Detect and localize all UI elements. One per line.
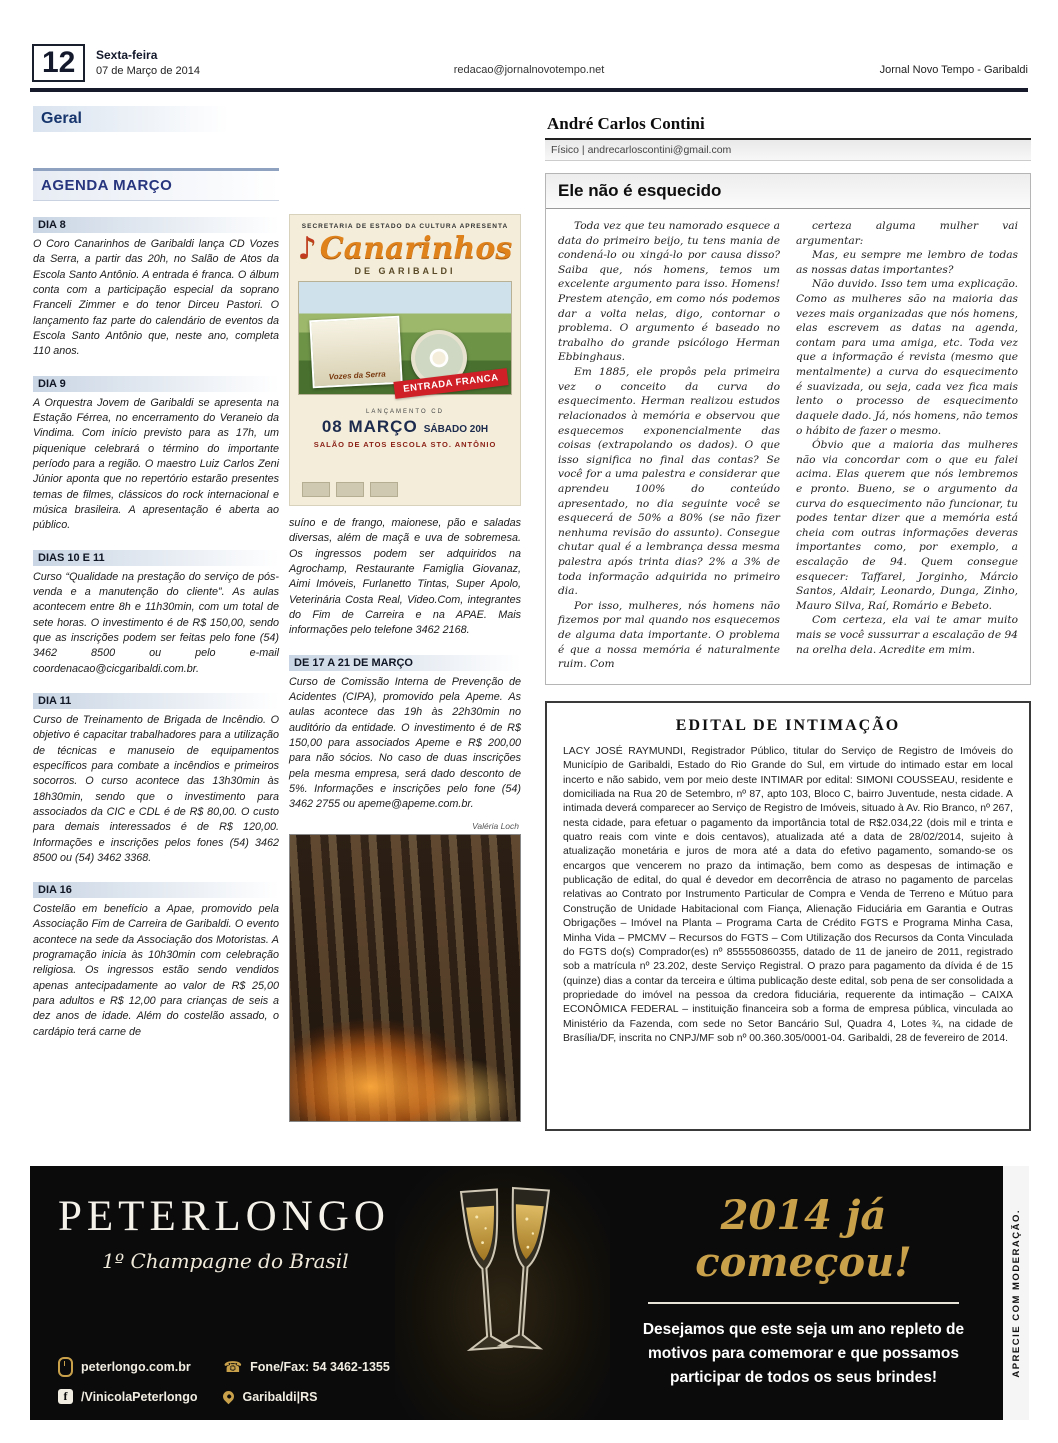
legal-notice-box	[545, 701, 1031, 1131]
ad-website-text: peterlongo.com.br	[81, 1360, 191, 1374]
header-rule	[30, 88, 1028, 92]
agenda-item	[33, 693, 279, 866]
agenda-day-label: DIA 11	[33, 693, 279, 709]
article-paragraph: Por isso, mulheres, nós homens não fizemos por mal quando nos esquecemos de alguma data importante. O problema é que a nossa memória é naturalmente ruim. Com	[558, 599, 780, 671]
sponsor-logo	[302, 482, 330, 497]
ad-brand-tagline: 1º Champagne do Brasil	[102, 1249, 349, 1273]
agenda-item-text: Curso de Comissão Interna de Prevenção de Acidentes (CIPA), promovido pela Apeme. As aulas acontece das 19h às 22h30min no auditório da entidade. O investimento é de R$ 150,00 para associados Apeme e R$ 200,00 para não sócios. No caso de duas inscrições pela mesma empresa, será dado desconto de 5%. Informações e inscrições pelo fone (54) 3462 2755 ou apeme@apeme.com.br.	[289, 675, 521, 811]
ad-facebook	[58, 1389, 197, 1404]
entrada-franca-badge: ENTRADA FRANCA	[394, 368, 509, 399]
ad-divider	[648, 1302, 959, 1304]
website-mouse-icon	[58, 1357, 73, 1377]
agenda-title: AGENDA MARÇO	[33, 168, 279, 201]
moderation-text: APRECIE COM MODERAÇÃO.	[1010, 1208, 1022, 1378]
agenda-item-text: O Coro Canarinhos de Garibaldi lança CD Vozes da Serra, a partir das 20h, no Salão de Atos da Escola Santo Antônio. A entrada é franca. O álbum conta com a participação especial da soprano Franceli Zimmer e do tenor Dirceu Pastori. O lançamento faz parte do calendário de eventos da Escola Santo Antônio que, neste ano, completa 110 anos.	[33, 238, 279, 358]
agenda-day-label: DIA 8	[33, 217, 279, 233]
photo-credit: Valéria Loch	[472, 820, 519, 831]
agenda-item	[33, 550, 279, 677]
location-pin-icon	[221, 1389, 237, 1405]
ad-headline: 2014 já começou!	[695, 1192, 912, 1286]
poster-time: SÁBADO 20H	[423, 424, 489, 435]
agenda-continuation-text: suíno e de frango, maionese, pão e saladas diversas, além de maçã e uva de sobremesa. Os ingressos podem ser adquiridos na Agrochamp, Restaurante Famiglia Giovanaz, Aimi Imóveis, Furlanetto Tintas, Super Apolo, Veterinária Costa Real, Video.Com, integrantes do Fim de Carreira e na APAE. Mais informações pelo telefone 3462 2168.	[289, 517, 521, 637]
article-column-1	[558, 219, 780, 672]
page-header	[30, 44, 1028, 86]
ad-location	[223, 1389, 389, 1404]
moderation-strip	[1003, 1166, 1029, 1420]
agenda-column	[33, 168, 279, 1040]
ad-contacts	[58, 1357, 390, 1404]
bonfire-event-photo	[289, 834, 521, 1122]
ad-location-text: Garibaldi|RS	[242, 1389, 318, 1404]
poster-title	[290, 231, 520, 266]
facebook-icon: f	[58, 1389, 73, 1404]
agenda-day-label: DIA 16	[33, 882, 279, 898]
poster-date: 08 MARÇO	[321, 417, 418, 436]
poster-launch-label: LANÇAMENTO CD	[366, 409, 444, 415]
sponsor-logo	[336, 482, 364, 497]
ad-website	[58, 1357, 197, 1377]
redaction-email: redacao@jornalnovotempo.net	[453, 64, 605, 76]
phone-icon: ☎	[223, 1359, 243, 1376]
concert-poster	[289, 214, 521, 506]
sponsor-logos	[302, 482, 398, 497]
agenda-item	[33, 376, 279, 534]
advertisement-peterlongo	[30, 1166, 1029, 1420]
agenda-item-text: A Orquestra Jovem de Garibaldi se apresenta na Estação Férrea, no encerramento do Veraneio da Vindima. Com início previsto para as 17h, um piquenique celebrará o término do importante período para a região. O maestro Luiz Carlos Zeni Júnior aponta que no repertório estarão presentes temas de filmes, clássicos do rock internacional e música brasileira. A apresentação é aberta ao público.	[33, 396, 279, 532]
opinion-article	[545, 173, 1031, 685]
section-label-geral: Geral	[33, 106, 229, 132]
columnist-byline	[545, 114, 1031, 161]
article-paragraph: Óbvio que a maioria das mulheres não via concordar com o que eu falei acima. Elas querem que nós lembremos e pronto. Bueno, se o argumento da curva do esquecimento não funcionar, tu podes tentar dizer que a memória está cheia com outras informações deveras importantes como, por exemplo, a escalação de 94. Quem consegue esquecer: Taffarel, Jorginho, Márcio Santos, Aldair, Leonardo, Dunga, Zinho, Mauro Silva, Raí, Romário e Bebeto.	[796, 439, 1018, 612]
legal-notice-title: EDITAL DE INTIMAÇÃO	[675, 716, 901, 734]
article-paragraph: Não duvido. Isso tem uma explicação. Como as mulheres são na maioria das vezes mais organizadas que nós homens, elas escrevem as datas na agenda, contam para uma amiga, etc. Toda vez que a informação é revista (mesmo que mentalmente) a curva do esquecimento é suavizada, ou seja, cada vez fica mais lento o processo de esquecimento daquele dado. Já, nós homens, não temos o hábito de fazer o mesmo.	[796, 278, 1018, 437]
music-note-icon: ♪	[297, 231, 317, 266]
agenda-day-label: DIA 9	[33, 376, 279, 392]
middle-column	[289, 214, 521, 1122]
poster-subtitle: DE GARIBALDI	[354, 266, 456, 276]
article-paragraph: Mas, eu sempre me lembro de todas as nossas datas importantes?	[796, 249, 1018, 276]
columnist-name: André Carlos Contini	[547, 114, 705, 133]
ad-phone-text: Fone/Fax: 54 3462-1355	[250, 1360, 390, 1374]
poster-venue: SALÃO DE ATOS ESCOLA STO. ANTÔNIO	[313, 440, 497, 449]
agenda-item	[33, 882, 279, 1040]
poster-kicker: SECRETARIA DE ESTADO DA CULTURA APRESENTA	[301, 223, 509, 230]
cd-title: Vozes da Serra	[328, 369, 386, 382]
agenda-item-text: Costelão em benefício a Apae, promovido pela Associação Fim de Carreira de Garibaldi. O evento acontece na sede da Associação dos Motoristas. A programação inicia às 10h30min com celebração religiosa. Os ingressos estão sendo vendidos apenas antecipadamente ao valor de R$ 25,00 para adultos e R$ 12,00 para crianças de seis a dez anos de idade. Além do costelão assado, o cardápio terá carne de	[33, 903, 279, 1038]
ad-message: Desejamos que este seja um ano repleto de motivos para comemorar e que possamos participar de todos os seus brindes!	[642, 1321, 965, 1387]
champagne-glasses-illustration	[395, 1166, 610, 1420]
poster-date-line	[290, 417, 520, 437]
poster-title-text: Canarinhos	[319, 231, 513, 266]
article-columns	[546, 209, 1030, 672]
right-column	[545, 114, 1031, 1131]
columnist-role: Físico | andrecarloscontini@gmail.com	[545, 140, 1031, 161]
ad-phone	[223, 1357, 389, 1377]
newspaper-name: Jornal Novo Tempo - Garibaldi	[879, 64, 1028, 76]
agenda-day-label: DIAS 10 E 11	[33, 550, 279, 566]
agenda-item	[33, 217, 279, 360]
champagne-glasses-photo	[395, 1166, 610, 1420]
agenda-item-text: Curso “Qualidade na prestação do serviço de pós-venda e a manutenção do cliente”. As aulas acontecem entre 8h e 11h30min, com um total de sete horas. O investimento é de R$ 150,00, sendo que as inscrições podem ser feitas pelo fone (54) 3462 8500 ou pelo e-mail coordenacao@cicgaribaldi.com.br.	[33, 570, 279, 675]
agenda-item-text: Curso de Treinamento de Brigada de Incêndio. O objetivo é capacitar trabalhadores para a utilização de técnicas e manuseio de equipamentos específicos para combate a incêndios e primeiros socorros. O curso acontece das 13h30min às 18h30min, sendo que o investimento para associados da CIC e CDL é de R$ 80,00. O custo para demais interessados é de R$ 120,00. Informações e inscrições pelos fones (54) 3462 8500 ou (54) 3462 3368.	[33, 713, 279, 864]
legal-notice-body: LACY JOSÉ RAYMUNDI, Registrador Público, titular do Serviço de Registro de Imóveis do Município de Garibaldi, Estado do Rio Grande do Sul, em virtude do intimado estar em local incerto e não sabido, vem por meio deste INTIMAR por edital: SIMONI COUSSEAU, residente e domiciliada na Rua 20 de Setembro, nº 87, apto 103, Bloco C, bairro Juventude, nesta cidade. A intimada deverá comparecer ao Serviço de Registro de Imóveis, situado à Av. Rio Branco, nº 267, nesta cidade, para efetuar o pagamento da importância total de R$2.034,22 (dois mil e trinta e quatro reais com vinte e dois centavos), atualizada até a data de 28/02/2014, sujeito à atualização monetária e juros de mora até a data do efetivo pagamento, somando-se os encargos que vencerem no prazo da intimação, bem como as despesas de intimação e publicação de edital, do qual é devedor em decorrência de atraso no pagamento de parcelas relativas ao Contrato por Instrumento Particular de Compra e Venda de Terreno e Mútuo para Construção de Unidade Habitacional com Fiança, Alienação Fiduciária em Garantia e Outras Obrigações – Imóvel na Planta – Programa Carta de Crédito FGTS e Programa Minha Casa, Minha Vida – PMCMV – Recursos do FGTS – Com Utilização dos Recursos da Conta Vinculada do FGTS do(s) Comprador(es) nº 855550860355, datado de 11 de janeiro de 2011, registrado sob a matrícula nº 23.202, deste Serviço Registral. O prazo para pagamento da dívida é de 15 (quinze) dias a contar da terceira e última publicação deste edital, sob pena de ser consolidada a propriedade do imóvel na pessoa da credora fiduciária, requerente da intimação – CAIXA ECONÔMICA FEDERAL – instituição financeira sob a forma de empresa pública, vinculada ao Ministério da Fazenda, com sede no Setor Bancário Sul, Quadra 4, Lotes ¾, na cidade de Brasília/DF, inscrita no CNPJ/MF sob nº 00.360.305/0001-04. Garibaldi, 28 de fevereiro de 2014.	[563, 745, 1013, 1045]
ad-message-block	[610, 1166, 1003, 1420]
article-column-2	[796, 219, 1018, 672]
ad-brand-name: PETERLONGO	[58, 1193, 390, 1240]
article-title: Ele não é esquecido	[546, 174, 1030, 209]
ad-brand-block	[30, 1166, 395, 1420]
cd-cover	[309, 316, 402, 389]
date-label: 07 de Março de 2014	[96, 65, 200, 77]
article-paragraph: Com certeza, ela vai te amar muito mais se você sussurrar a escalação de 94 na orelha dela. Acredite em mim.	[796, 614, 1018, 656]
ad-facebook-text: /VinicolaPeterlongo	[81, 1389, 198, 1404]
page-number: 12	[32, 44, 85, 82]
sponsor-logo	[370, 482, 398, 497]
agenda-day-label: DE 17 A 21 DE MARÇO	[289, 655, 521, 671]
article-paragraph: certeza alguma mulher vai argumentar:	[796, 220, 1018, 247]
article-paragraph: Toda vez que teu namorado esquece a data do primeiro beijo, tu tens mania de condená-lo ou xingá-lo por causa disso? Saiba que, nós homens, temos um excelente argumento para isso. Homens! Prestem atenção, em como nós podemos dar a volta nelas, digo, contornar o problema. O argumento é baseado no trabalho do grande psicólogo Herman Ebbinghaus.	[558, 220, 780, 364]
weekday-label: Sexta-feira	[96, 48, 158, 62]
article-paragraph: Em 1885, ele propôs pela primeira vez o conceito da curva do esquecimento. Herman realizou estudos relacionados à memória e observou que esquecemos exponencialmente das coisas (extrapolando os dados). O que isso significa no final das contas? Se você for a uma palestra e considerar que aprendeu 100% do conteúdo apresentado, no dia seguinte você se esquecerá de 50% a 80% (se não fizer nenhuma revisão do assunto). Consegue chutar qual é a lembrança dessa mesma palestra após trinta dias? 2% a 3% de toda informação adquirida no primeiro dia.	[558, 366, 780, 598]
